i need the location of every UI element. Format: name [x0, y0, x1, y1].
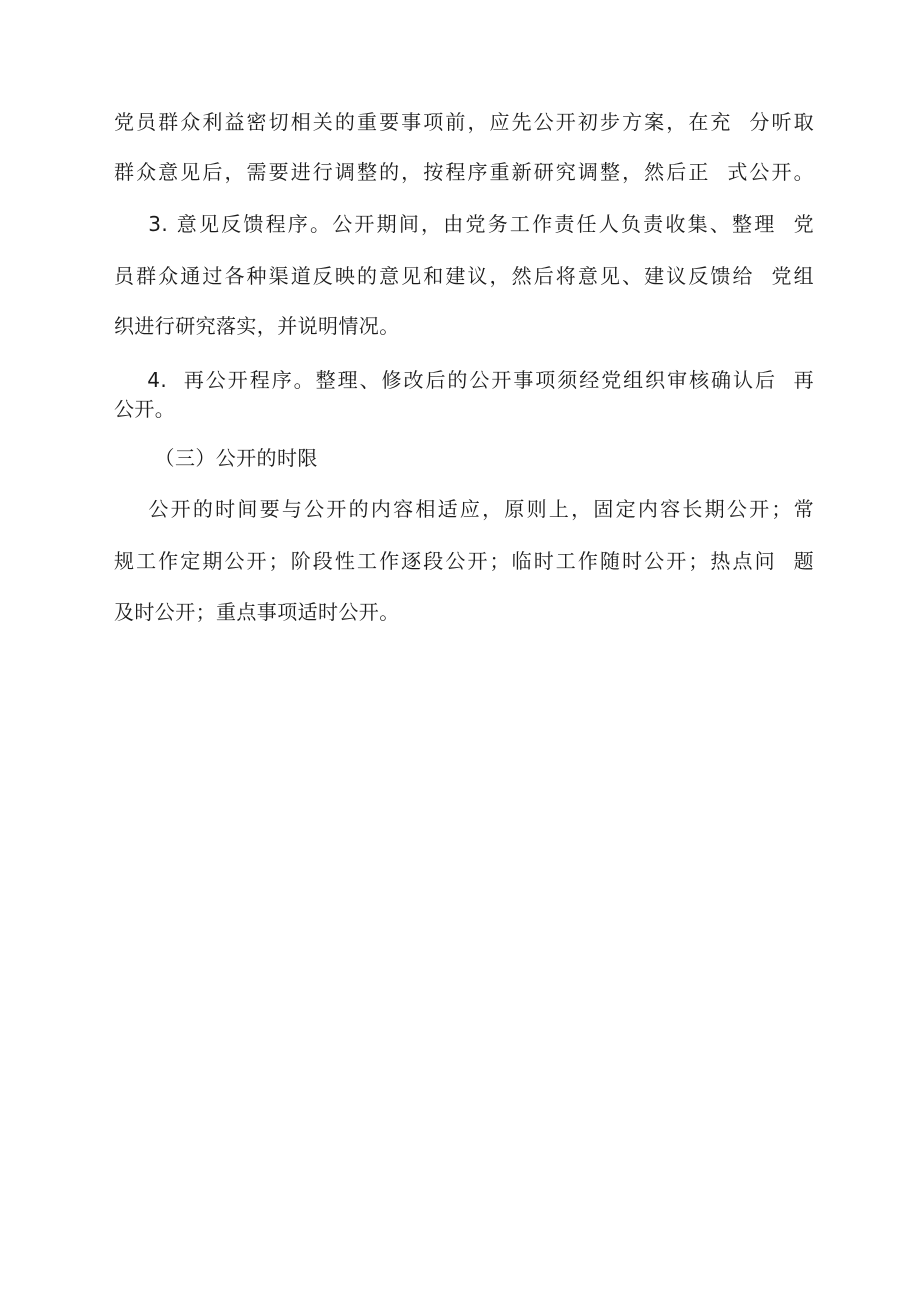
paragraph-1-line-2: 群众意见后，需要进行调整的，按程序重新研究调整，然后正 式公开。 [114, 160, 814, 184]
paragraph-4-line-1: 公开的时间要与公开的内容相适应，原则上，固定内容长期公开；常 [114, 497, 814, 521]
paragraph-2-line-1: 3. 意见反馈程序。公开期间，由党务工作责任人负责收集、整理 党 [114, 212, 814, 236]
section-heading: （三）公开的时限 [114, 446, 318, 470]
paragraph-2-line-3: 织进行研究落实，并说明情况。 [114, 314, 400, 338]
paragraph-3-line-1: 4. 再公开程序。整理、修改后的公开事项须经党组织审核确认后 再 [114, 368, 814, 392]
paragraph-2-line-2: 员群众通过各种渠道反映的意见和建议，然后将意见、建议反馈给 党组 [114, 264, 814, 288]
paragraph-3-line-2: 公开。 [114, 397, 176, 421]
paragraph-4-line-2: 规工作定期公开；阶段性工作逐段公开；临时工作随时公开；热点问 题 [114, 549, 814, 573]
paragraph-4-line-3: 及时公开；重点事项适时公开。 [114, 600, 400, 624]
paragraph-1-line-1: 党员群众利益密切相关的重要事项前，应先公开初步方案，在充 分听取 [114, 110, 814, 134]
